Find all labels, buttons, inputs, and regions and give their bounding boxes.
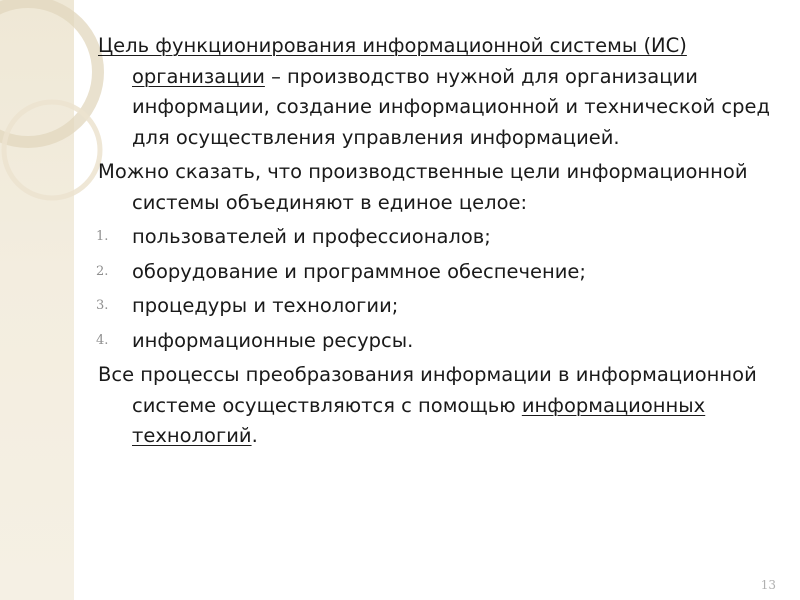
list-item-number: 3. [96,298,109,313]
list-item-text: процедуры и технологии; [132,294,399,317]
page-number: 13 [760,578,776,592]
goal-definition-term: Цель функционирования информационной системы (ИС) организации [98,34,687,88]
list-item [98,291,770,322]
processes-text: Все процессы преобразования информации в информационной системе осуществляются с помощью [98,363,757,417]
slide-content [98,31,770,456]
list-item-text: пользователей и профессионалов; [132,225,491,248]
intro-paragraph: Можно сказать, что производственные цели информационной системы объединяют в единое целое: [98,160,748,214]
decorative-side-band [0,0,74,600]
processes-text-end: . [251,424,258,447]
list-item-number: 2. [96,263,109,279]
components-list [98,222,770,356]
list-item [98,326,770,357]
list-item-number: 4. [96,332,109,348]
list-item [98,222,770,253]
list-item-text: информационные ресурсы. [132,328,414,352]
list-item-number: 1. [96,229,109,244]
processes-paragraph [98,360,770,452]
information-technologies-link[interactable]: информационных технологий [132,393,706,447]
goal-paragraph [98,31,770,153]
list-item-text: оборудование и программное обеспечение; [132,259,587,283]
goal-definition-text: – производство нужной для организации информации, создание информационной и технической сред для осуществления управления информацией. [132,64,770,149]
list-item [98,257,770,288]
